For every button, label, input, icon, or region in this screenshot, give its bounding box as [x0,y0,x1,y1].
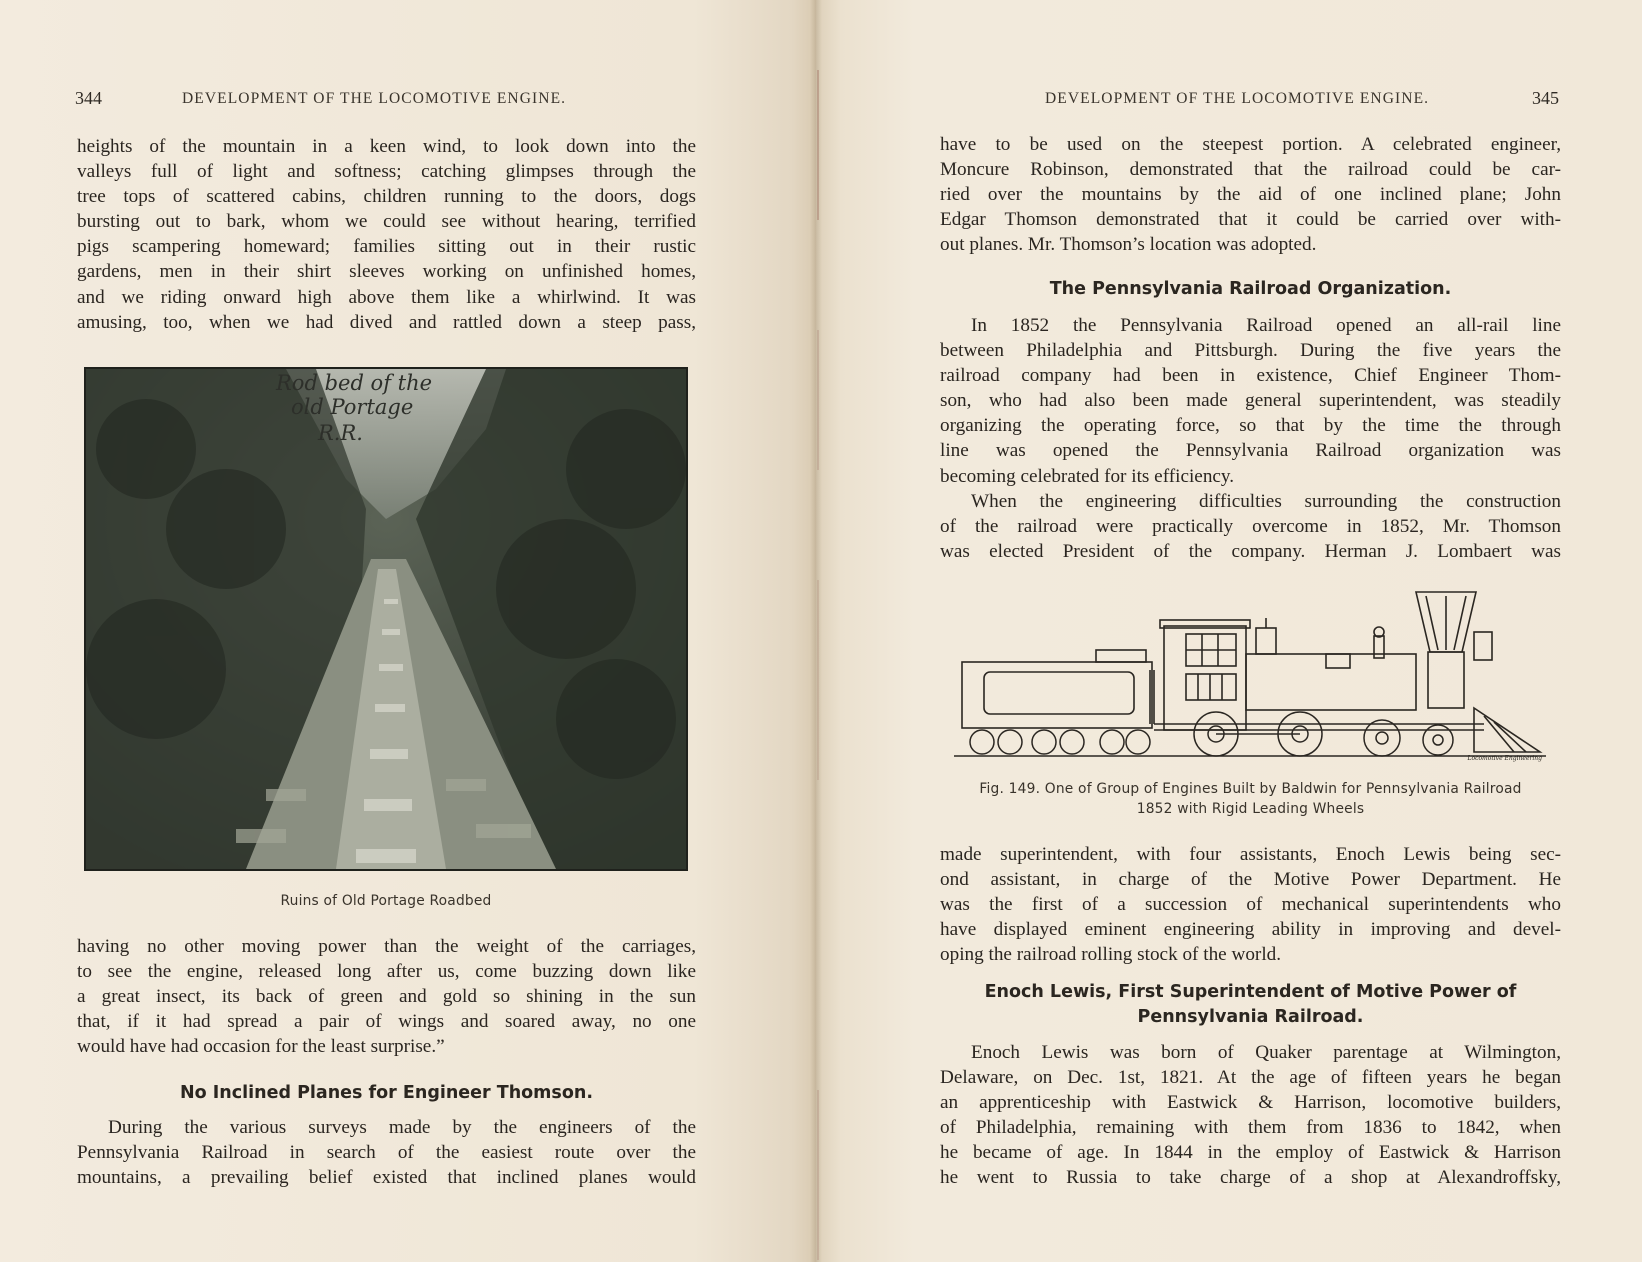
wheels [970,712,1453,756]
text-line: have to be used on the steepest portion. A celebrated engineer, [940,134,1561,155]
text-line: tree tops of scattered cabins, children running to the doors, dogs [77,186,696,208]
handwritten-annotation: R.R. [318,421,363,445]
section-heading-enoch-lewis-1: Enoch Lewis, First Superintendent of Motive Power of [984,982,1517,1002]
text-line: son, who had also been made general superintendent, was steadily [940,390,1561,412]
text-line: mountains, a prevailing belief existed that inclined planes would [77,1167,696,1189]
text-line: amusing, too, when we had dived and rattled down a steep pass, [77,311,696,333]
running-head-left: DEVELOPMENT OF THE LOCOMOTIVE ENGINE. [182,90,567,107]
locomotive-caption-line-1: Fig. 149. One of Group of Engines Built by Baldwin for Pennsylvania Railroad [979,781,1522,797]
text-line: valleys full of light and softness; catching glimpses through the [77,161,696,183]
handwritten-annotation: Rod bed of the [276,371,433,395]
text-line: he went to Russia to take charge of a shop at Alexandroffsky, [940,1167,1561,1189]
text-line: of the railroad were practically overcome in 1852, Mr. Thomson [940,515,1561,537]
text-line: organizing the operating force, so that by the time the through [940,415,1561,437]
handwritten-annotation: old Portage [291,395,414,419]
text-line: was the first of a succession of mechanical superintendents who [940,894,1561,916]
right-paragraph-4 [940,1040,1561,1191]
page-number-left: 344 [75,88,102,108]
locomotive-engraving [954,584,1546,762]
left-intro-paragraph [77,134,696,335]
dome [1256,628,1276,654]
engraver-credit: Locomotive Engineering [1467,755,1542,762]
text-line: of Philadelphia, remaining with them from 1836 to 1842, when [940,1117,1561,1139]
left-section-paragraph [77,1115,696,1190]
book-gutter [810,0,822,1262]
text-line: between Philadelphia and Pittsburgh. During the five years the [940,340,1561,362]
running-head-right: DEVELOPMENT OF THE LOCOMOTIVE ENGINE. [1045,90,1430,107]
text-line: was elected President of the company. Herman J. Lombaert was [940,540,1561,562]
text-line: gardens, men in their shirt sleeves working on unfinished homes, [77,261,696,283]
left-after-figure-paragraph [77,934,696,1059]
text-line: an apprenticeship with Eastwick & Harrison, locomotive builders, [940,1092,1561,1114]
text-line: bursting out to bark, whom we could see without hearing, terrified [77,211,696,233]
text-line: Moncure Robinson, demonstrated that the railroad could be car- [940,159,1561,181]
binding-thread [817,580,819,780]
text-line: Enoch Lewis was born of Quaker parentage at Wilmington, [971,1042,1561,1063]
binding-thread [817,330,819,470]
text-line: railroad company had been in existence, Chief Engineer Thom- [940,365,1561,387]
text-line: line was opened the Pennsylvania Railroad organization was [940,440,1561,462]
headlight [1474,632,1492,660]
text-line: ond assistant, in charge of the Motive Power Department. He [940,869,1561,891]
boiler [1246,654,1416,710]
section-heading-inclined-planes: No Inclined Planes for Engineer Thomson. [180,1083,593,1103]
binding-thread [817,1090,819,1260]
text-line: would have had occasion for the least surprise.” [77,1036,445,1058]
text-line: made superintendent, with four assistants, Enoch Lewis being sec- [940,844,1561,865]
section-heading-prr-organization: The Pennsylvania Railroad Organization. [1049,279,1452,299]
text-line: out planes. Mr. Thomson’s location was adopted. [940,234,1317,256]
roadbed-photo [84,367,688,871]
tender-tank-top [1096,650,1146,662]
text-line: becoming celebrated for its efficiency. [940,465,1235,487]
forest-roadbed-illustration [86,369,686,869]
text-line: When the engineering difficulties surrounding the construction [971,490,1561,512]
text-line: and we riding onward high above them like a whirlwind. It was [77,286,696,308]
locomotive-caption-line-2: 1852 with Rigid Leading Wheels [1136,801,1365,817]
text-line: that, if it had spread a pair of wings and soared away, no one [77,1011,696,1033]
text-line: During the various surveys made by the engineers of the [108,1117,696,1138]
text-line: oping the railroad rolling stock of the world. [940,944,1282,966]
page-number-right: 345 [1532,88,1559,108]
text-line: he became of age. In 1844 in the employ of Eastwick & Harrison [940,1142,1561,1164]
text-line: having no other moving power than the weight of the carriages, [77,936,696,957]
text-line: Delaware, on Dec. 1st, 1821. At the age of fifteen years he began [940,1067,1561,1089]
text-line: In 1852 the Pennsylvania Railroad opened an all-rail line [971,315,1561,336]
photo-caption: Ruins of Old Portage Roadbed [280,893,492,909]
tender-panel [984,672,1134,714]
text-line: pigs scampering homeward; families sitting out in their rustic [77,236,696,258]
text-line: Pennsylvania Railroad in search of the easiest route over the [77,1142,696,1164]
right-intro-paragraph [940,132,1561,257]
text-line: have displayed eminent engineering ability in improving and devel- [940,919,1561,941]
right-paragraph-3 [940,842,1561,967]
text-line: ried over the mountains by the aid of one inclined plane; John [940,184,1561,206]
text-line: Edgar Thomson demonstrated that it could be carried over with- [940,209,1561,231]
right-paragraph-1 [940,313,1561,564]
text-line: to see the engine, released long after us, come buzzing down like [77,961,696,983]
text-line: heights of the mountain in a keen wind, to look down into the [77,136,696,157]
section-heading-enoch-lewis-2: Pennsylvania Railroad. [1137,1007,1364,1027]
text-line: a great insect, its back of green and gold so shining in the sun [77,986,696,1008]
binding-thread [817,70,819,220]
